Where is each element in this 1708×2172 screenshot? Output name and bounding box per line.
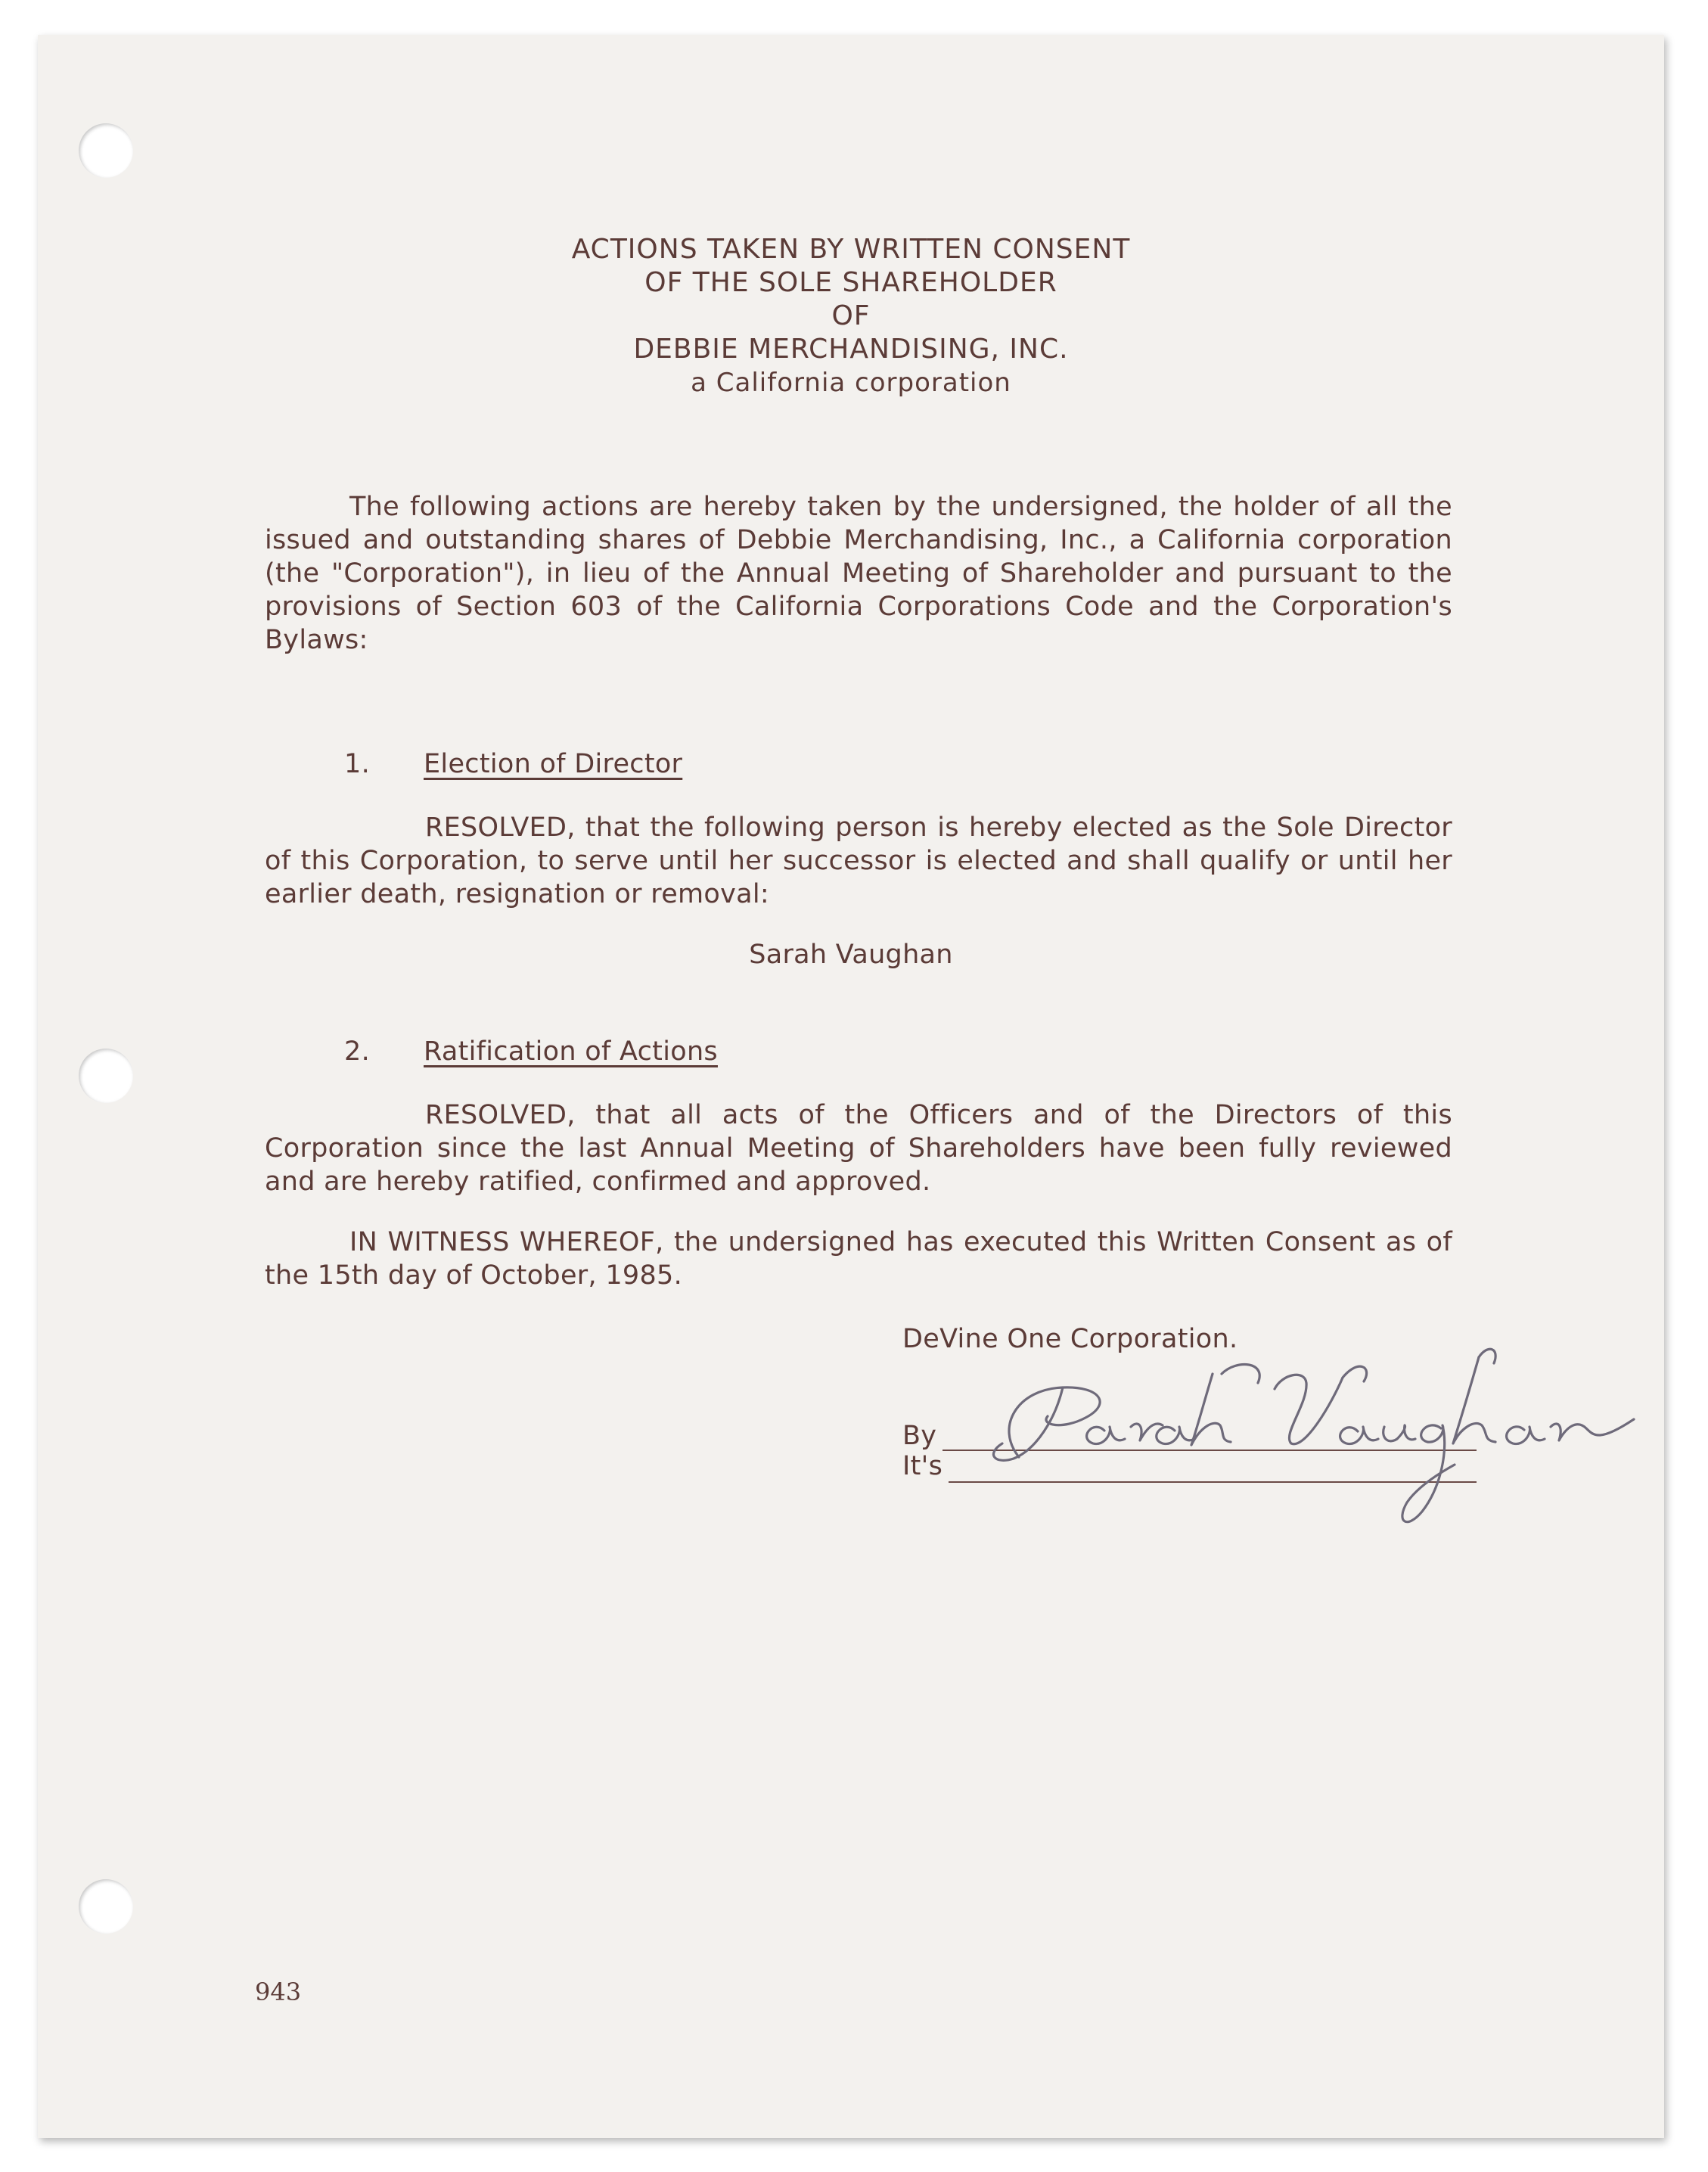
binder-hole-top [79,123,133,178]
document-title [38,233,1664,399]
title-line-1: ACTIONS TAKEN BY WRITTEN CONSENT [571,234,1131,265]
section-2-number: 2. [344,1036,370,1067]
page-number: 943 [255,1978,302,2006]
section-2-title: Ratification of Actions [424,1036,718,1067]
intro-paragraph: The following actions are hereby taken by the undersigned, the holder of all the issued and outstanding shares of Debbie Merchandising, Inc., a California corporation (the "Corporation"), in lieu of the Annual Meeting of Shareholder and pursuant to the provisions of Section 603 of the California Corporations Code and the Corporation's Bylaws: [265,492,1452,655]
signatory-company: DeVine One Corporation. [902,1324,1238,1354]
section-2-heading [344,1035,718,1068]
section-2-resolution: RESOLVED, that all acts of the Officers and of the Directors of this Corporation since the last Annual Meeting of Shareholders have been fully reviewed and are hereby ratified, confirmed and approved. [265,1100,1452,1197]
section-1-resolution: RESOLVED, that the following person is hereby elected as the Sole Director of this Corporation, to serve until her successor is elected and shall qualify or until her earlier death, resignation or removal: [265,813,1452,909]
its-label: It's [902,1451,943,1481]
section-1-title: Election of Director [424,749,683,779]
witness-paragraph: IN WITNESS WHEREOF, the undersigned has executed this Written Consent as of the 15th day of October, 1985. [265,1227,1452,1291]
binder-hole-bottom [79,1879,133,1934]
title-line-3: OF [831,300,871,331]
title-line-2: OF THE SOLE SHAREHOLDER [644,267,1057,298]
title-line-5: a California corporation [691,368,1011,398]
document-page [38,35,1664,2138]
section-1-heading [344,747,682,781]
named-director: Sarah Vaughan [749,940,953,970]
handwritten-signature [949,1344,1630,1540]
binder-hole-middle [79,1049,133,1103]
by-label: By [902,1421,937,1451]
section-1-number: 1. [344,749,370,779]
title-line-4: DEBBIE MERCHANDISING, INC. [633,334,1069,365]
